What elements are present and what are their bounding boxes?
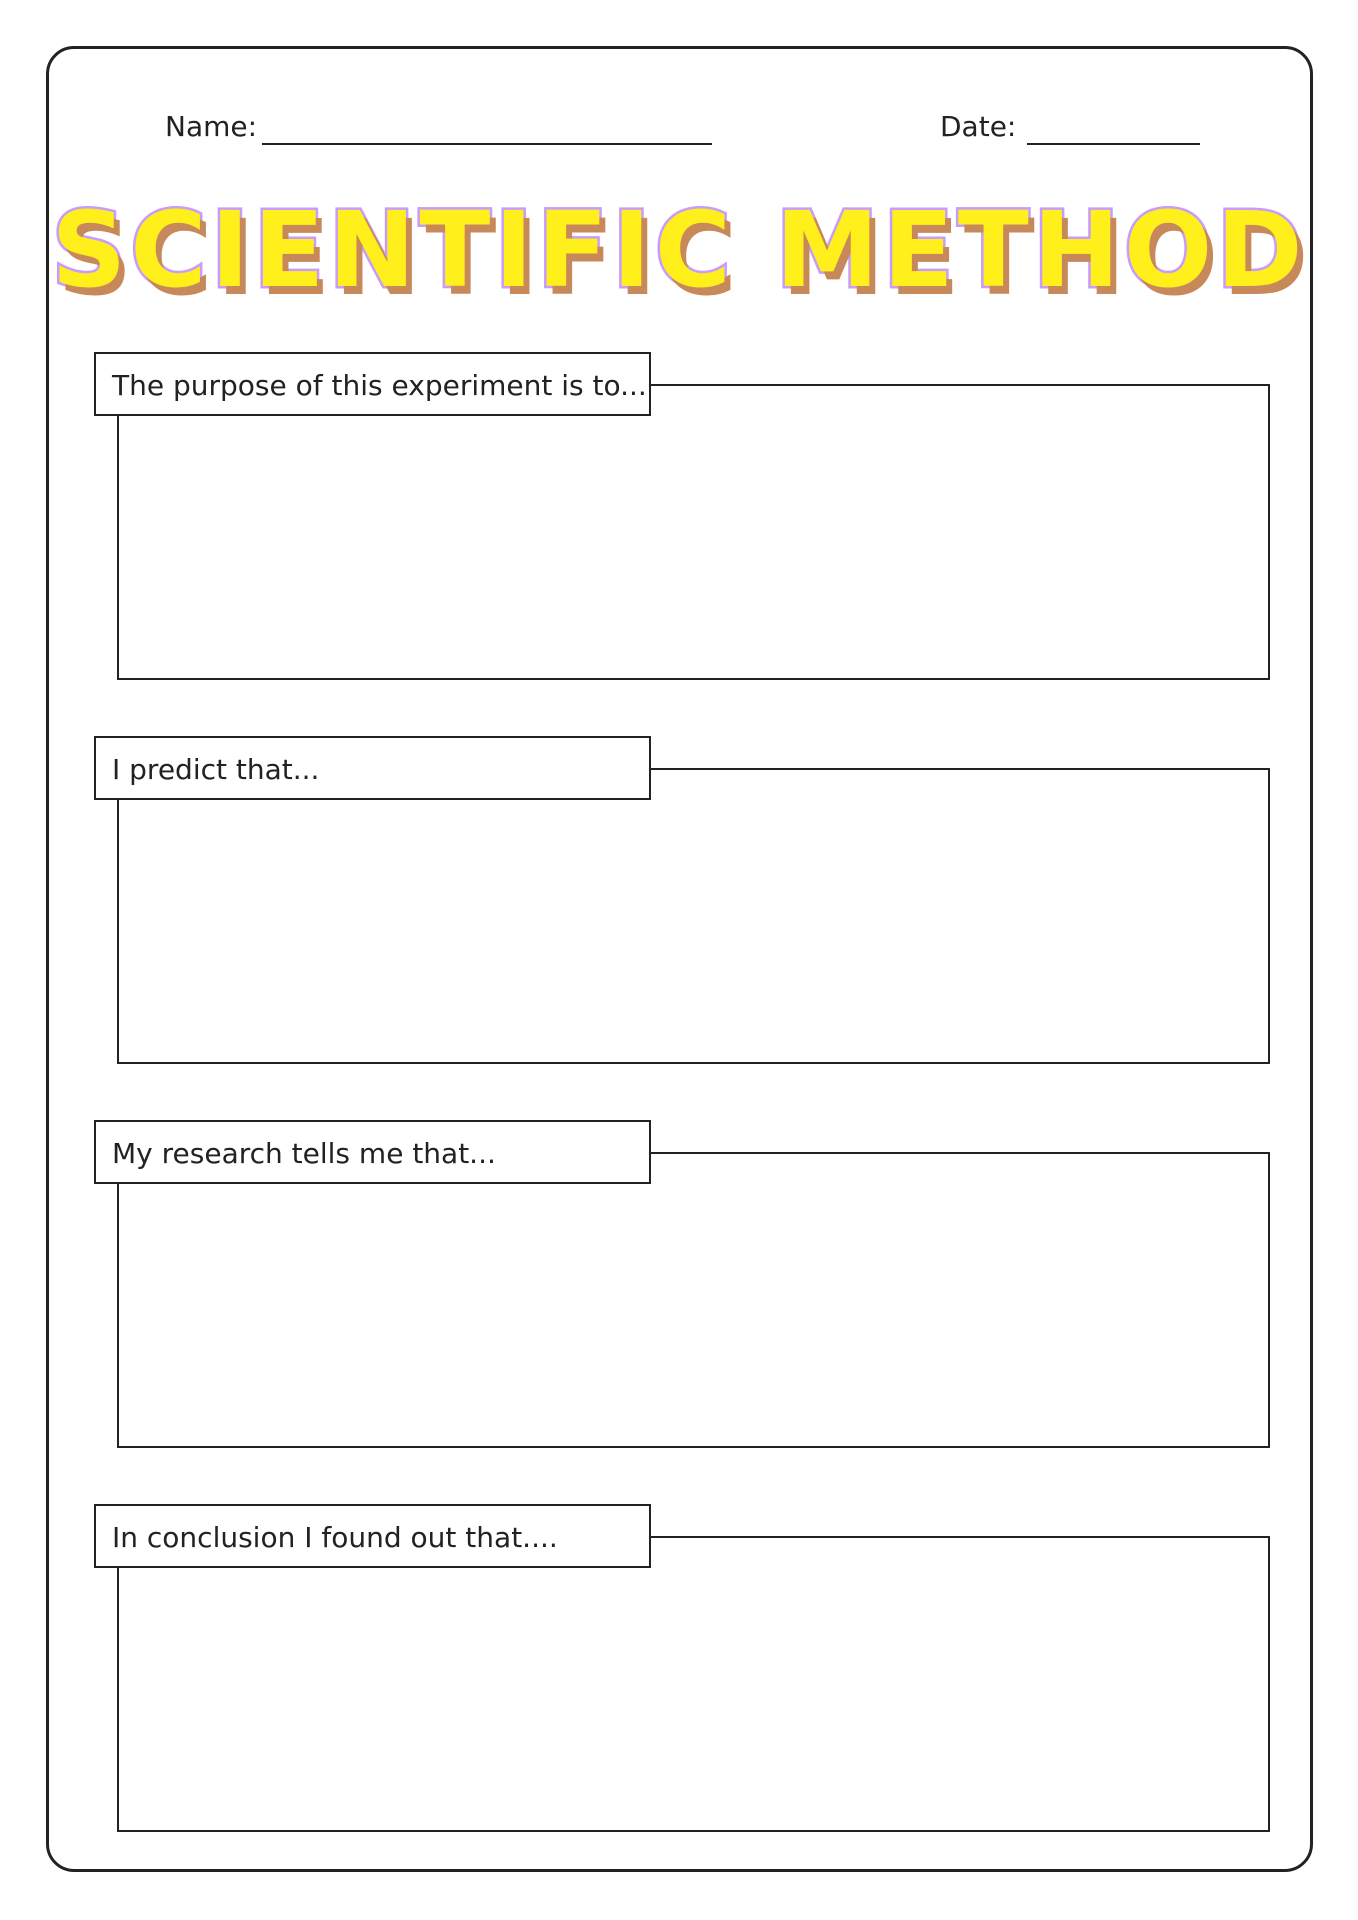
purpose-answer-box[interactable] xyxy=(117,384,1270,680)
research-answer-box[interactable] xyxy=(117,1152,1270,1448)
date-field-line[interactable] xyxy=(1027,143,1200,145)
name-label: Name: xyxy=(165,110,258,143)
conclusion-prompt-tab xyxy=(94,1504,651,1568)
prediction-prompt: I predict that... xyxy=(112,753,320,786)
purpose-prompt-tab xyxy=(94,352,651,416)
conclusion-prompt: In conclusion I found out that.... xyxy=(112,1521,558,1554)
worksheet-title: SCIENTIFIC METHOD xyxy=(51,189,1307,311)
research-prompt-tab xyxy=(94,1120,651,1184)
purpose-prompt: The purpose of this experiment is to... xyxy=(112,369,647,402)
prediction-prompt-tab xyxy=(94,736,651,800)
conclusion-answer-box[interactable] xyxy=(117,1536,1270,1832)
name-field-line[interactable] xyxy=(262,143,712,145)
research-prompt: My research tells me that... xyxy=(112,1137,496,1170)
date-label: Date: xyxy=(940,110,1017,143)
prediction-answer-box[interactable] xyxy=(117,768,1270,1064)
